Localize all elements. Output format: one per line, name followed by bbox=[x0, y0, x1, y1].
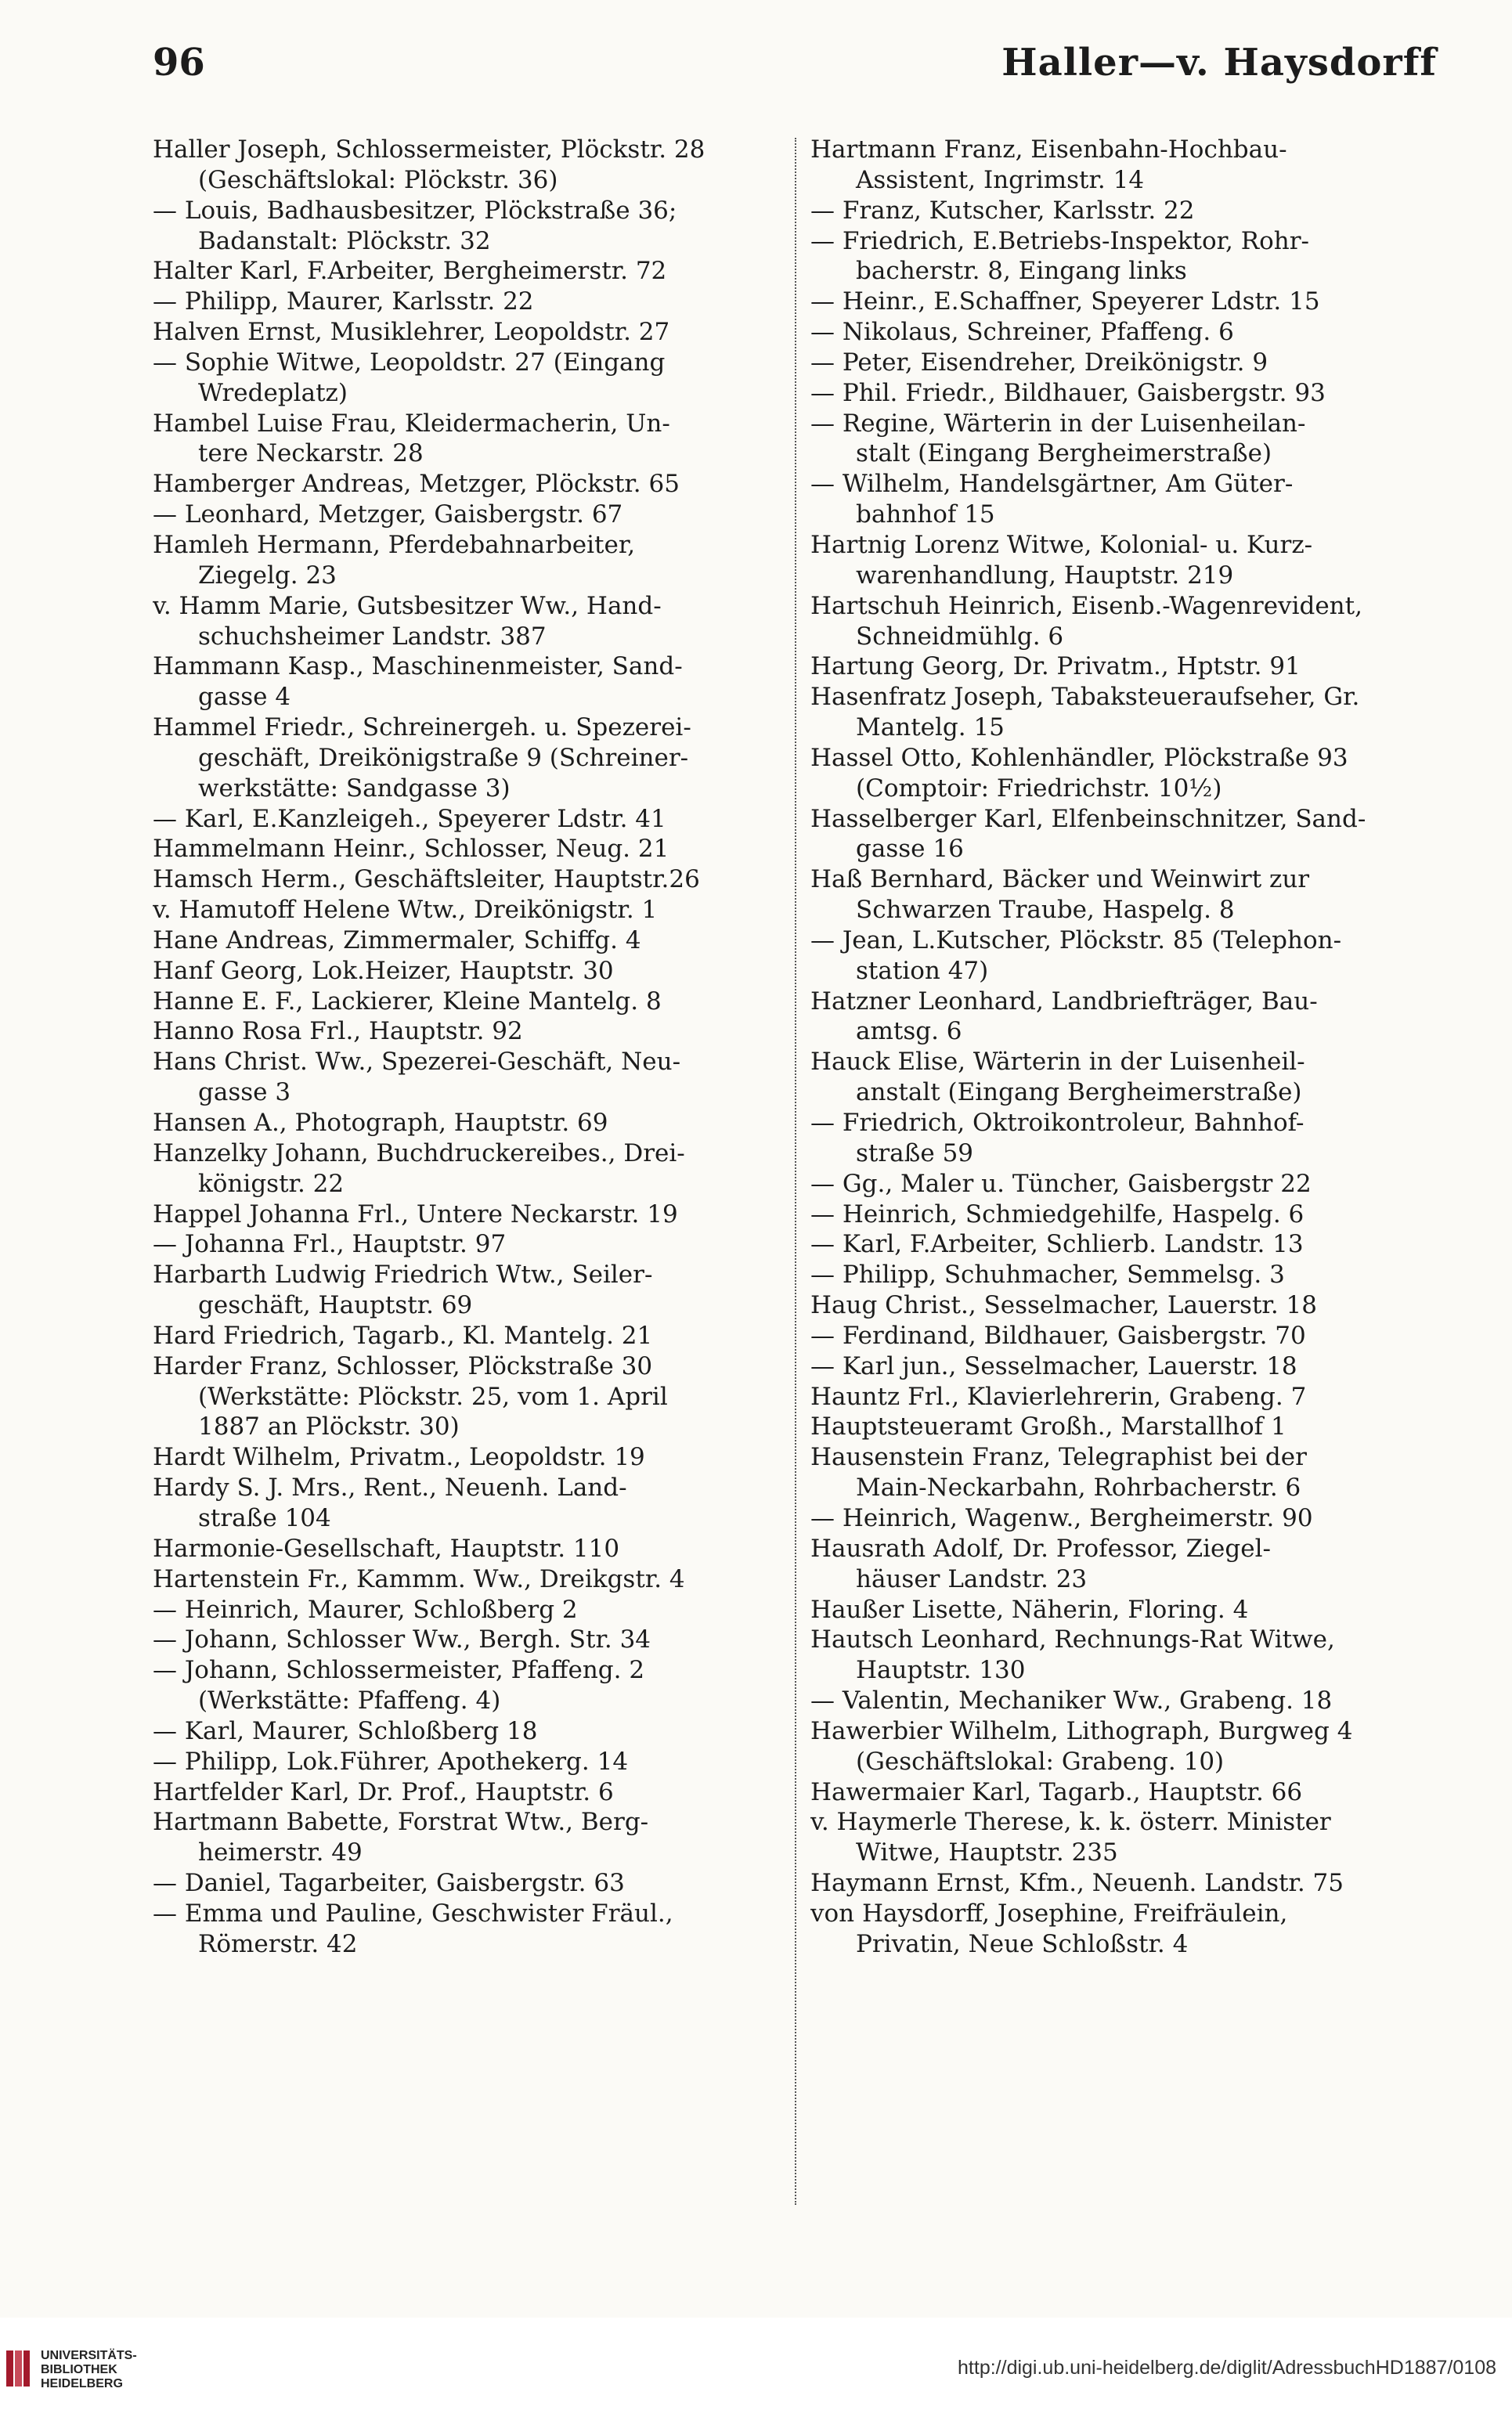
directory-entry bbox=[153, 987, 795, 1017]
logo-line: UNIVERSITÄTS- bbox=[41, 2349, 137, 2362]
directory-entry bbox=[810, 1595, 1445, 1625]
directory-entry bbox=[153, 135, 795, 196]
entry-line: Hausrath Adolf, Dr. Professor, Ziegel- bbox=[810, 1534, 1271, 1563]
entry-continuation-line: Römerstr. 42 bbox=[198, 1929, 358, 1958]
entry-line: Hawerbier Wilhelm, Lithograph, Burgweg 4 bbox=[810, 1716, 1353, 1745]
directory-entry bbox=[153, 1716, 795, 1747]
entry-line: Hawermaier Karl, Tagarb., Hauptstr. 66 bbox=[810, 1777, 1303, 1806]
directory-entry bbox=[810, 1503, 1445, 1534]
directory-entry bbox=[153, 1473, 795, 1534]
entry-continuation-line: königstr. 22 bbox=[198, 1169, 345, 1198]
entry-line: Hane Andreas, Zimmermaler, Schiffg. 4 bbox=[153, 925, 641, 954]
directory-entry bbox=[810, 682, 1445, 743]
directory-entry bbox=[153, 1351, 795, 1443]
entry-line: — Heinrich, Wagenw., Bergheimerstr. 90 bbox=[810, 1503, 1313, 1532]
entry-continuation-line: 1887 an Plöckstr. 30) bbox=[198, 1412, 460, 1441]
directory-entry bbox=[810, 1321, 1445, 1351]
directory-entry bbox=[153, 348, 795, 409]
entry-continuation-line: Assistent, Ingrimstr. 14 bbox=[856, 165, 1145, 194]
directory-entry bbox=[810, 1200, 1445, 1230]
page-footer bbox=[0, 2318, 1512, 2410]
directory-entry bbox=[153, 1747, 795, 1777]
entry-line: Hautsch Leonhard, Rechnungs-Rat Witwe, bbox=[810, 1625, 1335, 1654]
directory-entry bbox=[810, 378, 1445, 409]
entry-line: — Phil. Friedr., Bildhauer, Gaisbergstr. 93 bbox=[810, 378, 1326, 407]
directory-entry bbox=[810, 1047, 1445, 1108]
entry-line: Hanzelky Johann, Buchdruckereibes., Drei- bbox=[153, 1138, 685, 1167]
directory-entry bbox=[810, 1777, 1445, 1808]
directory-entry bbox=[810, 1169, 1445, 1200]
source-url-link[interactable]: http://digi.ub.uni-heidelberg.de/diglit/AdressbuchHD1887/0108 bbox=[958, 2357, 1496, 2379]
entry-line: Halter Karl, F.Arbeiter, Bergheimerstr. 72 bbox=[153, 257, 667, 286]
directory-entry bbox=[810, 1412, 1445, 1442]
entry-continuation-line: Wredeplatz) bbox=[198, 378, 348, 407]
directory-entry bbox=[810, 1290, 1445, 1321]
entry-line: — Karl, Maurer, Schloßberg 18 bbox=[153, 1716, 538, 1745]
entry-line: Hamsch Herm., Geschäftsleiter, Hauptstr.26 bbox=[153, 865, 700, 894]
directory-entry bbox=[153, 1260, 795, 1321]
entry-line: — Johann, Schlosser Ww., Bergh. Str. 34 bbox=[153, 1625, 651, 1654]
entry-continuation-line: (Geschäftslokal: Plöckstr. 36) bbox=[198, 165, 558, 194]
entry-continuation-line: (Comptoir: Friedrichstr. 10½) bbox=[856, 774, 1222, 803]
directory-entry bbox=[153, 713, 795, 804]
directory-entry bbox=[153, 1200, 795, 1230]
column-divider bbox=[795, 138, 796, 2205]
library-logo-icon bbox=[5, 2347, 31, 2390]
directory-entry bbox=[810, 591, 1445, 652]
directory-entry bbox=[153, 317, 795, 348]
entry-line: — Johanna Frl., Hauptstr. 97 bbox=[153, 1230, 507, 1259]
directory-entry bbox=[810, 925, 1445, 987]
entry-line: — Philipp, Schuhmacher, Semmelsg. 3 bbox=[810, 1261, 1285, 1290]
directory-entry bbox=[810, 135, 1445, 196]
entry-continuation-line: gasse 3 bbox=[198, 1078, 291, 1107]
entry-line: Halven Ernst, Musiklehrer, Leopoldstr. 27 bbox=[153, 318, 670, 347]
entry-line: v. Hamm Marie, Gutsbesitzer Ww., Hand- bbox=[153, 591, 662, 620]
entry-line: Harder Franz, Schlosser, Plöckstraße 30 bbox=[153, 1351, 653, 1380]
entry-line: — Valentin, Mechaniker Ww., Grabeng. 18 bbox=[810, 1687, 1333, 1716]
entry-continuation-line: stalt (Eingang Bergheimerstraße) bbox=[856, 439, 1272, 468]
entry-continuation-line: geschäft, Hauptstr. 69 bbox=[198, 1291, 473, 1320]
entry-continuation-line: Mantelg. 15 bbox=[856, 713, 1005, 742]
entry-continuation-line: Badanstalt: Plöckstr. 32 bbox=[198, 226, 491, 255]
directory-entry bbox=[153, 1595, 795, 1625]
entry-line: Hans Christ. Ww., Spezerei-Geschäft, Neu- bbox=[153, 1048, 681, 1077]
entry-line: Hardt Wilhelm, Privatm., Leopoldstr. 19 bbox=[153, 1443, 645, 1472]
entry-continuation-line: Schneidmühlg. 6 bbox=[856, 622, 1064, 651]
entry-line: — Gg., Maler u. Tüncher, Gaisbergstr 22 bbox=[810, 1169, 1312, 1198]
entry-continuation-line: (Werkstätte: Pfaffeng. 4) bbox=[198, 1687, 501, 1716]
directory-entry bbox=[153, 1899, 795, 1960]
directory-entry bbox=[153, 834, 795, 864]
directory-entry bbox=[810, 1625, 1445, 1686]
entry-line: — Ferdinand, Bildhauer, Gaisbergstr. 70 bbox=[810, 1321, 1306, 1350]
directory-entry bbox=[810, 1229, 1445, 1260]
entry-continuation-line: gasse 4 bbox=[198, 683, 291, 712]
entry-continuation-line: warenhandlung, Hauptstr. 219 bbox=[856, 561, 1234, 590]
directory-entry bbox=[810, 1534, 1445, 1595]
entry-line: Haß Bernhard, Bäcker und Weinwirt zur bbox=[810, 865, 1310, 894]
directory-entry bbox=[810, 348, 1445, 378]
entry-line: — Emma und Pauline, Geschwister Fräul., bbox=[153, 1899, 673, 1928]
entry-line: — Louis, Badhausbesitzer, Plöckstraße 36; bbox=[153, 196, 677, 225]
directory-entry bbox=[153, 500, 795, 530]
entry-line: — Leonhard, Metzger, Gaisbergstr. 67 bbox=[153, 500, 623, 529]
entry-line: — Karl, E.Kanzleigeh., Speyerer Ldstr. 41 bbox=[153, 804, 666, 833]
entry-line: Hartmann Franz, Eisenbahn-Hochbau- bbox=[810, 135, 1287, 164]
directory-entry bbox=[153, 1655, 795, 1716]
logo-line: BIBLIOTHEK bbox=[41, 2363, 117, 2376]
logo-line: HEIDELBERG bbox=[41, 2377, 123, 2390]
entry-line: — Friedrich, E.Betriebs-Inspektor, Rohr- bbox=[810, 226, 1310, 255]
entry-continuation-line: heimerstr. 49 bbox=[198, 1838, 363, 1867]
entry-continuation-line: amtsg. 6 bbox=[856, 1017, 962, 1046]
entry-continuation-line: werkstätte: Sandgasse 3) bbox=[198, 774, 511, 803]
entry-continuation-line: Hauptstr. 130 bbox=[856, 1656, 1026, 1685]
entry-continuation-line: gasse 16 bbox=[856, 835, 964, 864]
entry-line: Hauck Elise, Wärterin in der Luisenheil- bbox=[810, 1048, 1305, 1077]
entry-continuation-line: bacherstr. 8, Eingang links bbox=[856, 257, 1187, 286]
entry-continuation-line: station 47) bbox=[856, 956, 989, 985]
entry-line: Hansen A., Photograph, Hauptstr. 69 bbox=[153, 1109, 608, 1137]
directory-entry bbox=[810, 1716, 1445, 1777]
directory-entry bbox=[153, 1807, 795, 1868]
entry-line: — Jean, L.Kutscher, Plöckstr. 85 (Telephon- bbox=[810, 925, 1342, 954]
entry-line: — Heinrich, Schmiedgehilfe, Haspelg. 6 bbox=[810, 1200, 1305, 1228]
entry-continuation-line: geschäft, Dreikönigstraße 9 (Schreiner- bbox=[198, 743, 689, 772]
entry-line: — Sophie Witwe, Leopoldstr. 27 (Eingang bbox=[153, 348, 666, 377]
directory-entry bbox=[810, 743, 1445, 804]
entry-line: Hanf Georg, Lok.Heizer, Hauptstr. 30 bbox=[153, 956, 614, 985]
directory-entry bbox=[810, 1108, 1445, 1169]
entry-line: Hammel Friedr., Schreinergeh. u. Spezerei- bbox=[153, 713, 691, 742]
entry-line: Hardy S. J. Mrs., Rent., Neuenh. Land- bbox=[153, 1474, 627, 1503]
directory-entry bbox=[810, 530, 1445, 591]
directory-entry bbox=[810, 804, 1445, 865]
entry-line: Hasenfratz Joseph, Tabaksteueraufseher, Gr. bbox=[810, 683, 1360, 712]
directory-entry bbox=[810, 1868, 1445, 1899]
entry-continuation-line: Privatin, Neue Schloßstr. 4 bbox=[856, 1929, 1189, 1958]
directory-entry bbox=[153, 196, 795, 257]
directory-entry bbox=[810, 651, 1445, 682]
entry-line: Happel Johanna Frl., Untere Neckarstr. 19 bbox=[153, 1200, 678, 1228]
directory-entry bbox=[153, 1625, 795, 1655]
entry-line: Hammelmann Heinr., Schlosser, Neug. 21 bbox=[153, 835, 669, 864]
entry-line: Haymann Ernst, Kfm., Neuenh. Landstr. 75 bbox=[810, 1869, 1344, 1898]
entry-continuation-line: Main-Neckarbahn, Rohrbacherstr. 6 bbox=[856, 1474, 1301, 1503]
directory-entry bbox=[810, 1260, 1445, 1290]
directory-entry bbox=[810, 469, 1445, 530]
directory-entry bbox=[153, 591, 795, 652]
right-column bbox=[810, 135, 1445, 1960]
directory-entry bbox=[810, 226, 1445, 287]
entry-line: Hartnig Lorenz Witwe, Kolonial- u. Kurz- bbox=[810, 530, 1313, 559]
directory-entry bbox=[153, 1138, 795, 1200]
entry-line: — Karl jun., Sesselmacher, Lauerstr. 18 bbox=[810, 1351, 1297, 1380]
entry-line: — Regine, Wärterin in der Luisenheilan- bbox=[810, 409, 1306, 438]
directory-entry bbox=[153, 804, 795, 835]
directory-entry bbox=[153, 925, 795, 956]
directory-entry bbox=[153, 1564, 795, 1595]
entry-line: Hambel Luise Frau, Kleidermacherin, Un- bbox=[153, 409, 670, 438]
entry-continuation-line: Ziegelg. 23 bbox=[198, 561, 337, 590]
directory-entry bbox=[810, 196, 1445, 226]
entry-line: Hausenstein Franz, Telegraphist bei der bbox=[810, 1443, 1307, 1472]
entry-line: Hartung Georg, Dr. Privatm., Hptstr. 91 bbox=[810, 652, 1301, 681]
directory-entry bbox=[810, 1899, 1445, 1960]
entry-line: Hartschuh Heinrich, Eisenb.-Wagenrevident, bbox=[810, 591, 1362, 620]
entry-line: Hartenstein Fr., Kammm. Ww., Dreikgstr. 4 bbox=[153, 1564, 685, 1593]
directory-entry bbox=[153, 1108, 795, 1138]
directory-entry bbox=[153, 256, 795, 287]
entry-continuation-line: (Werkstätte: Plöckstr. 25, vom 1. April bbox=[198, 1382, 668, 1411]
page-number: 96 bbox=[153, 41, 205, 85]
directory-entry bbox=[153, 1047, 795, 1108]
entry-line: Hamleh Hermann, Pferdebahnarbeiter, bbox=[153, 530, 636, 559]
entry-line: von Haysdorff, Josephine, Freifräulein, bbox=[810, 1899, 1288, 1928]
directory-entry bbox=[153, 1229, 795, 1260]
entry-line: Hanne E. F., Lackierer, Kleine Mantelg. 8 bbox=[153, 987, 662, 1016]
entry-line: Hatzner Leonhard, Landbriefträger, Bau- bbox=[810, 987, 1318, 1016]
entry-line: — Philipp, Lok.Führer, Apothekerg. 14 bbox=[153, 1747, 629, 1776]
directory-entry bbox=[153, 956, 795, 987]
entry-line: — Daniel, Tagarbeiter, Gaisbergstr. 63 bbox=[153, 1869, 625, 1898]
entry-continuation-line: bahnhof 15 bbox=[856, 500, 995, 529]
entry-line: — Wilhelm, Handelsgärtner, Am Güter- bbox=[810, 470, 1294, 499]
entry-continuation-line: Schwarzen Traube, Haspelg. 8 bbox=[856, 896, 1235, 925]
running-head: Haller—v. Haysdorff bbox=[1001, 41, 1437, 85]
directory-entry bbox=[153, 1442, 795, 1473]
directory-entry bbox=[810, 1686, 1445, 1716]
directory-entry bbox=[810, 1351, 1445, 1382]
entry-continuation-line: straße 59 bbox=[856, 1138, 974, 1167]
directory-entry bbox=[153, 469, 795, 500]
directory-entry bbox=[810, 1807, 1445, 1868]
entry-line: Hard Friedrich, Tagarb., Kl. Mantelg. 21 bbox=[153, 1321, 653, 1350]
directory-entry bbox=[153, 1534, 795, 1564]
directory-entry bbox=[153, 1868, 795, 1899]
entry-line: Hammann Kasp., Maschinenmeister, Sand- bbox=[153, 652, 683, 681]
directory-entry bbox=[153, 287, 795, 317]
entry-line: Hauntz Frl., Klavierlehrerin, Grabeng. 7 bbox=[810, 1382, 1307, 1411]
entry-line: — Nikolaus, Schreiner, Pfaffeng. 6 bbox=[810, 318, 1234, 347]
entry-continuation-line: schuchsheimer Landstr. 387 bbox=[198, 622, 547, 651]
entry-continuation-line: tere Neckarstr. 28 bbox=[198, 439, 424, 468]
entry-line: Hasselberger Karl, Elfenbeinschnitzer, Sand- bbox=[810, 804, 1366, 833]
directory-entry bbox=[810, 1382, 1445, 1412]
entry-line: Haußer Lisette, Näherin, Floring. 4 bbox=[810, 1595, 1249, 1624]
entry-line: Haller Joseph, Schlossermeister, Plöckstr. 28 bbox=[153, 135, 705, 164]
left-column bbox=[153, 135, 795, 1960]
library-logo-text bbox=[41, 2349, 137, 2391]
entry-line: — Peter, Eisendreher, Dreikönigstr. 9 bbox=[810, 348, 1268, 377]
entry-continuation-line: anstalt (Eingang Bergheimerstraße) bbox=[856, 1078, 1302, 1107]
entry-line: — Philipp, Maurer, Karlsstr. 22 bbox=[153, 287, 534, 316]
directory-entry bbox=[153, 1777, 795, 1808]
directory-entry bbox=[810, 317, 1445, 348]
directory-entry bbox=[153, 530, 795, 591]
directory-entry bbox=[153, 864, 795, 895]
entry-continuation-line: straße 104 bbox=[198, 1503, 331, 1532]
entry-line: Hanno Rosa Frl., Hauptstr. 92 bbox=[153, 1017, 523, 1046]
entry-continuation-line: Witwe, Hauptstr. 235 bbox=[856, 1838, 1118, 1867]
directory-entry bbox=[810, 987, 1445, 1048]
directory-entry bbox=[153, 1321, 795, 1351]
entry-continuation-line: häuser Landstr. 23 bbox=[856, 1564, 1088, 1593]
entry-line: — Franz, Kutscher, Karlsstr. 22 bbox=[810, 196, 1195, 225]
entry-line: — Karl, F.Arbeiter, Schlierb. Landstr. 13 bbox=[810, 1230, 1304, 1259]
entry-line: — Johann, Schlossermeister, Pfaffeng. 2 bbox=[153, 1656, 645, 1685]
entry-line: Harbarth Ludwig Friedrich Wtw., Seiler- bbox=[153, 1261, 653, 1290]
directory-entry bbox=[153, 651, 795, 713]
directory-entry bbox=[810, 287, 1445, 317]
entry-line: Hassel Otto, Kohlenhändler, Plöckstraße 93 bbox=[810, 743, 1348, 772]
directory-entry bbox=[153, 895, 795, 925]
entry-continuation-line: (Geschäftslokal: Grabeng. 10) bbox=[856, 1747, 1225, 1776]
directory-entry bbox=[810, 1442, 1445, 1503]
directory-entry bbox=[810, 864, 1445, 925]
entry-line: Hartfelder Karl, Dr. Prof., Hauptstr. 6 bbox=[153, 1777, 614, 1806]
page-header bbox=[153, 41, 1437, 103]
directory-entry bbox=[153, 1016, 795, 1047]
entry-line: Hauptsteueramt Großh., Marstallhof 1 bbox=[810, 1412, 1286, 1441]
entry-line: — Friedrich, Oktroikontroleur, Bahnhof- bbox=[810, 1109, 1305, 1137]
entry-line: Harmonie-Gesellschaft, Hauptstr. 110 bbox=[153, 1534, 620, 1563]
entry-line: v. Hamutoff Helene Wtw., Dreikönigstr. 1 bbox=[153, 896, 658, 925]
entry-line: Hamberger Andreas, Metzger, Plöckstr. 65 bbox=[153, 470, 680, 499]
entry-line: — Heinrich, Maurer, Schloßberg 2 bbox=[153, 1595, 578, 1624]
entry-line: v. Haymerle Therese, k. k. österr. Minister bbox=[810, 1808, 1331, 1837]
entry-line: — Heinr., E.Schaffner, Speyerer Ldstr. 15 bbox=[810, 287, 1320, 316]
directory-entry bbox=[153, 409, 795, 470]
entry-line: Hartmann Babette, Forstrat Wtw., Berg- bbox=[153, 1808, 649, 1837]
directory-entry bbox=[810, 409, 1445, 470]
entry-line: Haug Christ., Sesselmacher, Lauerstr. 18 bbox=[810, 1291, 1317, 1320]
